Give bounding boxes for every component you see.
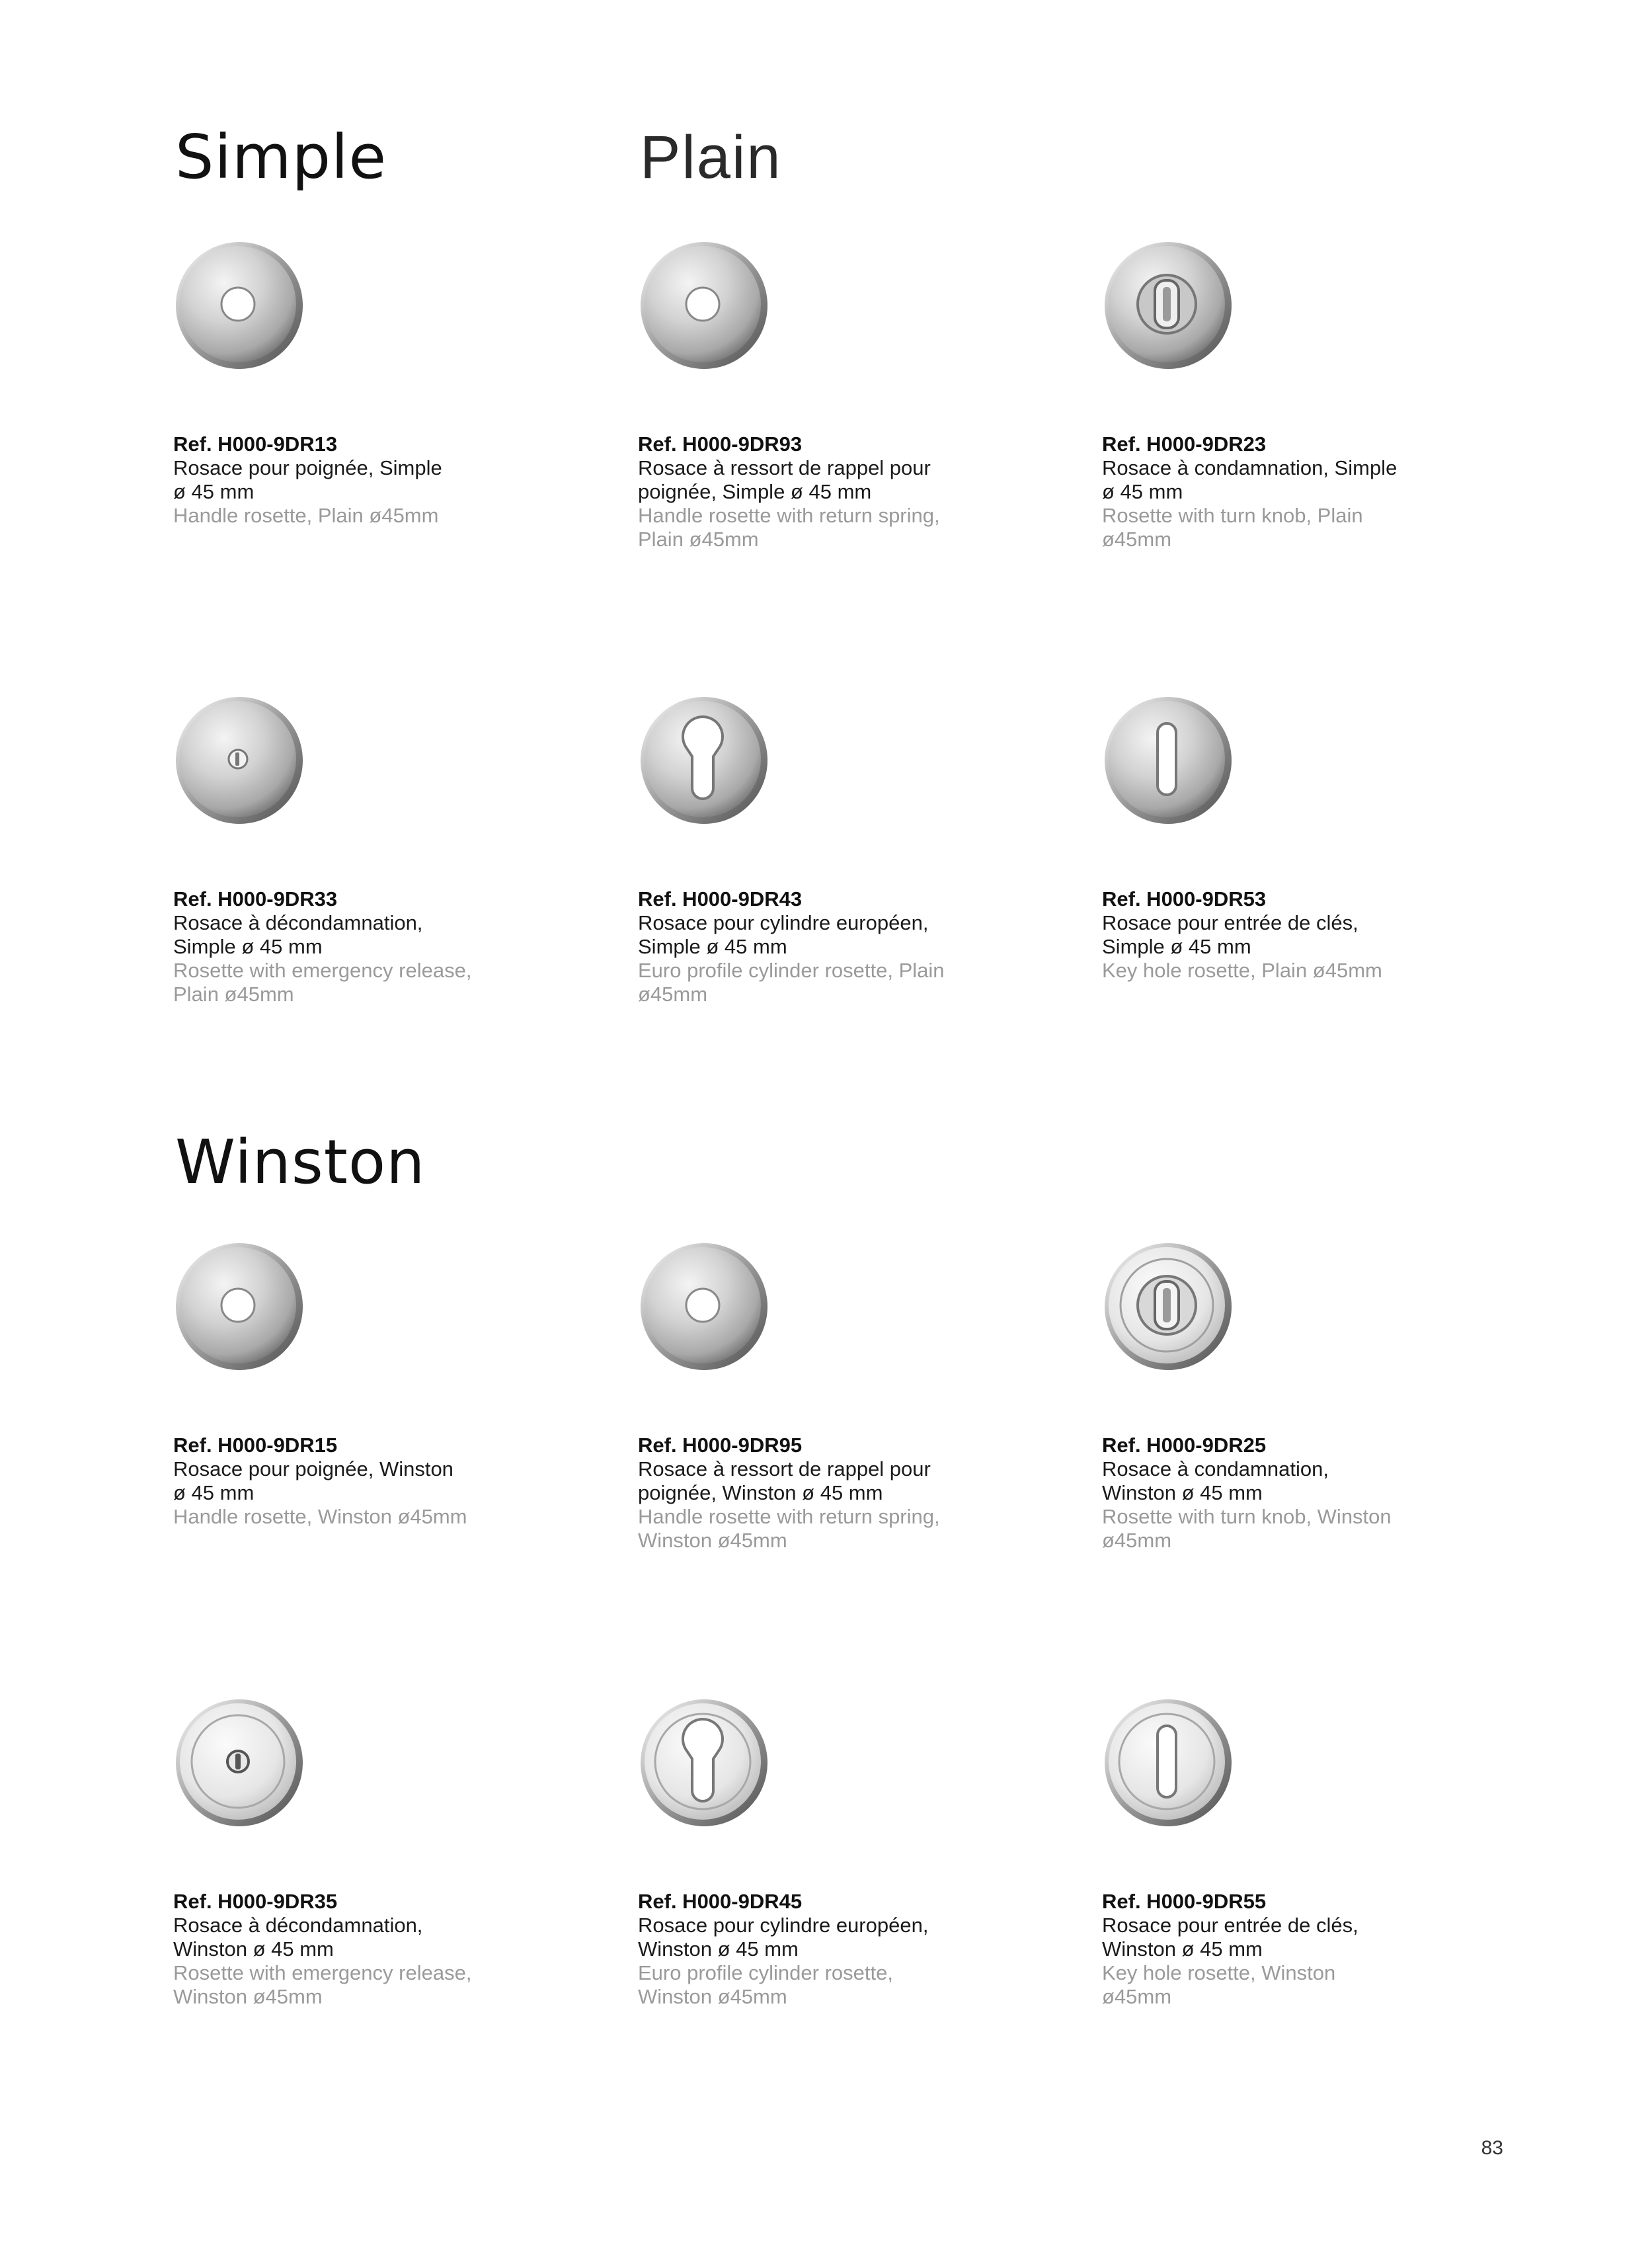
product-description-en: Handle rosette with return spring, <box>638 1505 940 1528</box>
product-description-en: Rosette with turn knob, Winston <box>1102 1505 1392 1528</box>
product-ref: Ref. H000-9DR93 <box>638 432 803 456</box>
euro-cylinder-rosette-icon <box>638 694 770 827</box>
product-description-en: Winston ø45mm <box>638 1985 787 2008</box>
product-description-fr: Winston ø 45 mm <box>1102 1481 1263 1504</box>
keyhole-rosette-icon <box>1102 1697 1234 1829</box>
product-ref: Ref. H000-9DR15 <box>173 1434 338 1457</box>
handle-rosette-icon <box>638 1240 770 1373</box>
product-description-en: Euro profile cylinder rosette, <box>638 1961 893 1984</box>
product-card <box>173 694 596 1006</box>
product-description-fr: Rosace à décondamnation, <box>173 911 423 934</box>
handle-rosette-icon <box>173 239 305 372</box>
page-number: 83 <box>1481 2137 1503 2159</box>
product-card <box>173 1697 596 2009</box>
product-description-en: ø45mm <box>1102 1529 1172 1552</box>
product-description-en: ø45mm <box>1102 1985 1172 2008</box>
product-description-fr: Rosace pour poignée, Winston <box>173 1457 453 1480</box>
product-description-fr: Rosace à ressort de rappel pour <box>638 456 931 479</box>
product-card <box>173 1240 596 1529</box>
product-description-fr: Rosace pour cylindre européen, <box>638 911 929 934</box>
product-description-en: Handle rosette, Winston ø45mm <box>173 1505 467 1528</box>
product-description-en: Key hole rosette, Winston <box>1102 1961 1336 1984</box>
product-description-fr: Rosace pour poignée, Simple <box>173 456 442 479</box>
product-description-fr: Simple ø 45 mm <box>1102 935 1251 958</box>
product-description-fr: poignée, Simple ø 45 mm <box>638 480 872 503</box>
product-ref: Ref. H000-9DR45 <box>638 1890 803 1913</box>
product-ref: Ref. H000-9DR43 <box>638 887 803 911</box>
product-description-fr: ø 45 mm <box>173 1481 255 1504</box>
product-description-fr: Winston ø 45 mm <box>1102 1937 1263 1961</box>
product-description-fr: Rosace pour cylindre européen, <box>638 1914 929 1937</box>
product-card <box>173 239 596 528</box>
product-card <box>1102 694 1525 983</box>
euro-cylinder-rosette-icon <box>638 1697 770 1829</box>
product-description-en: Winston ø45mm <box>638 1529 787 1552</box>
product-description-fr: Winston ø 45 mm <box>173 1937 334 1961</box>
product-card <box>1102 1240 1525 1553</box>
product-ref: Ref. H000-9DR13 <box>173 432 338 456</box>
product-description-en: Handle rosette, Plain ø45mm <box>173 504 439 527</box>
product-card <box>1102 239 1525 551</box>
product-ref: Ref. H000-9DR23 <box>1102 432 1267 456</box>
product-description-en: Euro profile cylinder rosette, Plain <box>638 959 945 982</box>
product-ref: Ref. H000-9DR35 <box>173 1890 338 1913</box>
product-description-fr: Simple ø 45 mm <box>638 935 787 958</box>
product-card <box>638 239 1061 551</box>
product-ref: Ref. H000-9DR25 <box>1102 1434 1267 1457</box>
product-card <box>1102 1697 1525 2009</box>
product-description-en: Rosette with emergency release, <box>173 1961 472 1984</box>
product-description-fr: Rosace à condamnation, Simple <box>1102 456 1397 479</box>
section-title-winston: Winston <box>175 1127 426 1197</box>
product-description-fr: Rosace à ressort de rappel pour <box>638 1457 931 1480</box>
product-card <box>638 1240 1061 1553</box>
section-title-plain: Plain <box>640 124 782 191</box>
handle-rosette-icon <box>638 239 770 372</box>
product-ref: Ref. H000-9DR33 <box>173 887 338 911</box>
product-description-en: Plain ø45mm <box>638 528 759 551</box>
emergency-release-rosette-icon <box>173 694 305 827</box>
product-description-en: ø45mm <box>638 983 708 1006</box>
product-description-en: ø45mm <box>1102 528 1172 551</box>
product-description-fr: Rosace pour entrée de clés, <box>1102 911 1358 934</box>
product-description-fr: Rosace à décondamnation, <box>173 1914 423 1937</box>
product-description-en: Key hole rosette, Plain ø45mm <box>1102 959 1382 982</box>
turn-knob-rosette-icon <box>1102 239 1234 372</box>
product-description-fr: Rosace pour entrée de clés, <box>1102 1914 1358 1937</box>
product-card <box>638 694 1061 1006</box>
product-card <box>638 1697 1061 2009</box>
product-description-fr: Simple ø 45 mm <box>173 935 323 958</box>
product-ref: Ref. H000-9DR55 <box>1102 1890 1267 1913</box>
section-title-simple: Simple <box>175 122 387 192</box>
emergency-release-rosette-icon <box>173 1697 305 1829</box>
product-ref: Ref. H000-9DR53 <box>1102 887 1267 911</box>
product-description-en: Rosette with turn knob, Plain <box>1102 504 1363 527</box>
product-description-fr: ø 45 mm <box>1102 480 1183 503</box>
product-description-fr: poignée, Winston ø 45 mm <box>638 1481 883 1504</box>
product-ref: Ref. H000-9DR95 <box>638 1434 803 1457</box>
product-description-en: Rosette with emergency release, <box>173 959 472 982</box>
product-description-fr: Rosace à condamnation, <box>1102 1457 1329 1480</box>
product-description-fr: ø 45 mm <box>173 480 255 503</box>
product-description-en: Plain ø45mm <box>173 983 294 1006</box>
product-description-en: Winston ø45mm <box>173 1985 323 2008</box>
keyhole-rosette-icon <box>1102 694 1234 827</box>
turn-knob-rosette-icon <box>1102 1240 1234 1373</box>
product-description-en: Handle rosette with return spring, <box>638 504 940 527</box>
product-description-fr: Winston ø 45 mm <box>638 1937 799 1961</box>
handle-rosette-icon <box>173 1240 305 1373</box>
